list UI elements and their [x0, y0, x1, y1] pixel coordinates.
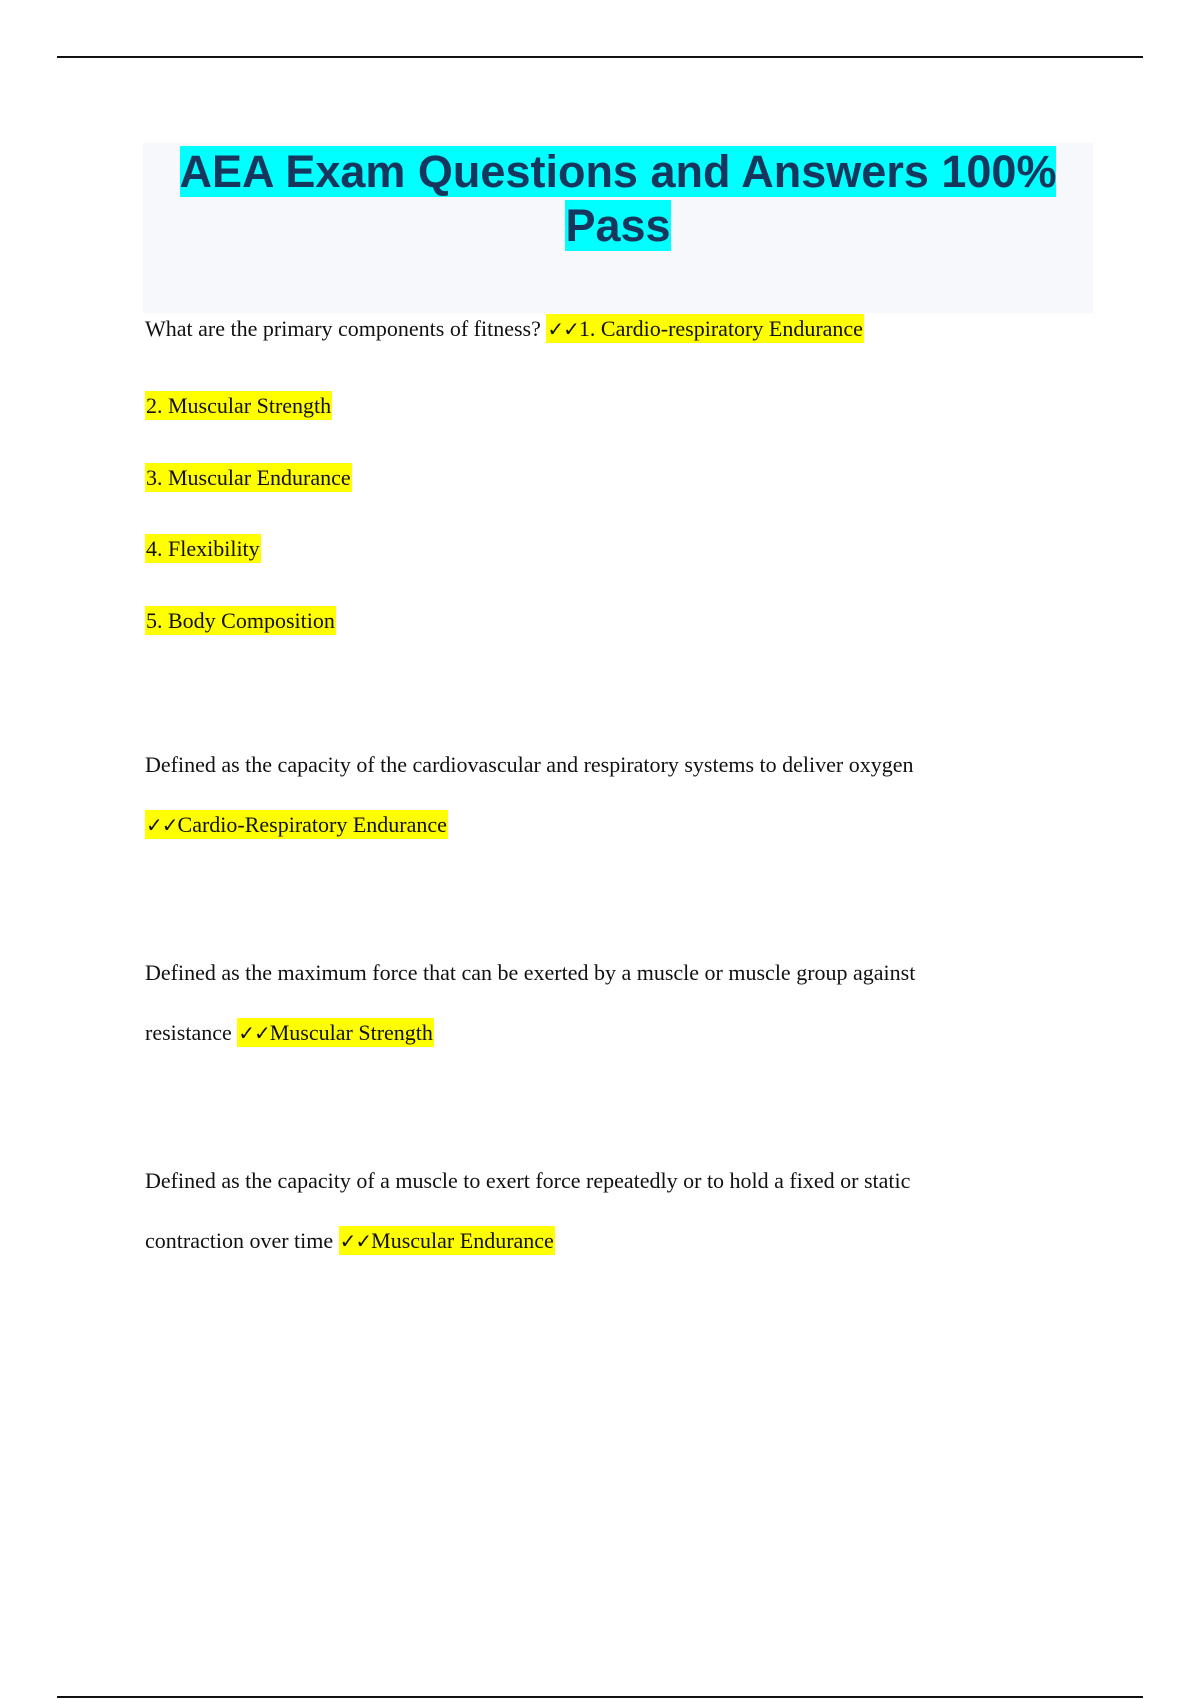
qa-3-answer: Muscular Strength — [269, 1020, 433, 1045]
check-mark-icon: ✓✓ — [547, 317, 579, 341]
qa-4-question-line-1 — [145, 1168, 910, 1194]
qa-1-answer-4: 4. Flexibility — [146, 536, 260, 561]
qa-1-answer-line-5 — [145, 608, 336, 634]
page-title — [143, 143, 1093, 253]
qa-4-answer: Muscular Endurance — [371, 1228, 554, 1253]
qa-3-question-line-2 — [145, 1020, 434, 1046]
qa-1-answer-3: 3. Muscular Endurance — [146, 465, 351, 490]
qa-1-answer-1-highlight — [546, 314, 864, 343]
check-mark-icon: ✓✓ — [146, 813, 178, 837]
qa-1-answer-line-3 — [145, 465, 352, 491]
qa-1-answer-2: 2. Muscular Strength — [146, 393, 332, 418]
qa-2-answer-line — [145, 812, 448, 838]
qa-4-question-1: Defined as the capacity of a muscle to exert force repeatedly or to hold a fixed or static — [145, 1168, 911, 1193]
title-block — [143, 143, 1093, 313]
check-mark-icon: ✓✓ — [238, 1021, 270, 1045]
qa-4-question-line-2 — [145, 1228, 555, 1254]
qa-3-answer-highlight — [237, 1018, 434, 1047]
top-rule — [57, 56, 1143, 58]
qa-1-answer-line-2 — [145, 393, 332, 419]
page-title-text: AEA Exam Questions and Answers 100% Pass — [179, 146, 1057, 251]
qa-3-question-line-1 — [145, 960, 915, 986]
qa-1-answer-line-4 — [145, 536, 261, 562]
check-mark-icon: ✓✓ — [339, 1229, 372, 1253]
qa-1-question: What are the primary components of fitness? — [145, 316, 541, 341]
qa-4-answer-highlight — [339, 1226, 555, 1255]
qa-1-answer-5: 5. Body Composition — [146, 608, 335, 633]
qa-1-answer-1: 1. Cardio-respiratory Endurance — [578, 316, 863, 341]
qa-3-question-1: Defined as the maximum force that can be exerted by a muscle or muscle group against — [145, 960, 916, 985]
bottom-rule — [57, 1696, 1143, 1698]
qa-3-question-2: resistance — [145, 1020, 232, 1045]
qa-4-question-2: contraction over time — [145, 1228, 334, 1253]
qa-2-answer: Cardio-Respiratory Endurance — [177, 812, 447, 837]
qa-2-answer-highlight — [145, 810, 448, 839]
qa-1-question-line — [145, 316, 864, 342]
qa-2-question-line-1 — [145, 752, 914, 778]
qa-2-question: Defined as the capacity of the cardiovascular and respiratory systems to deliver oxygen — [145, 752, 914, 777]
